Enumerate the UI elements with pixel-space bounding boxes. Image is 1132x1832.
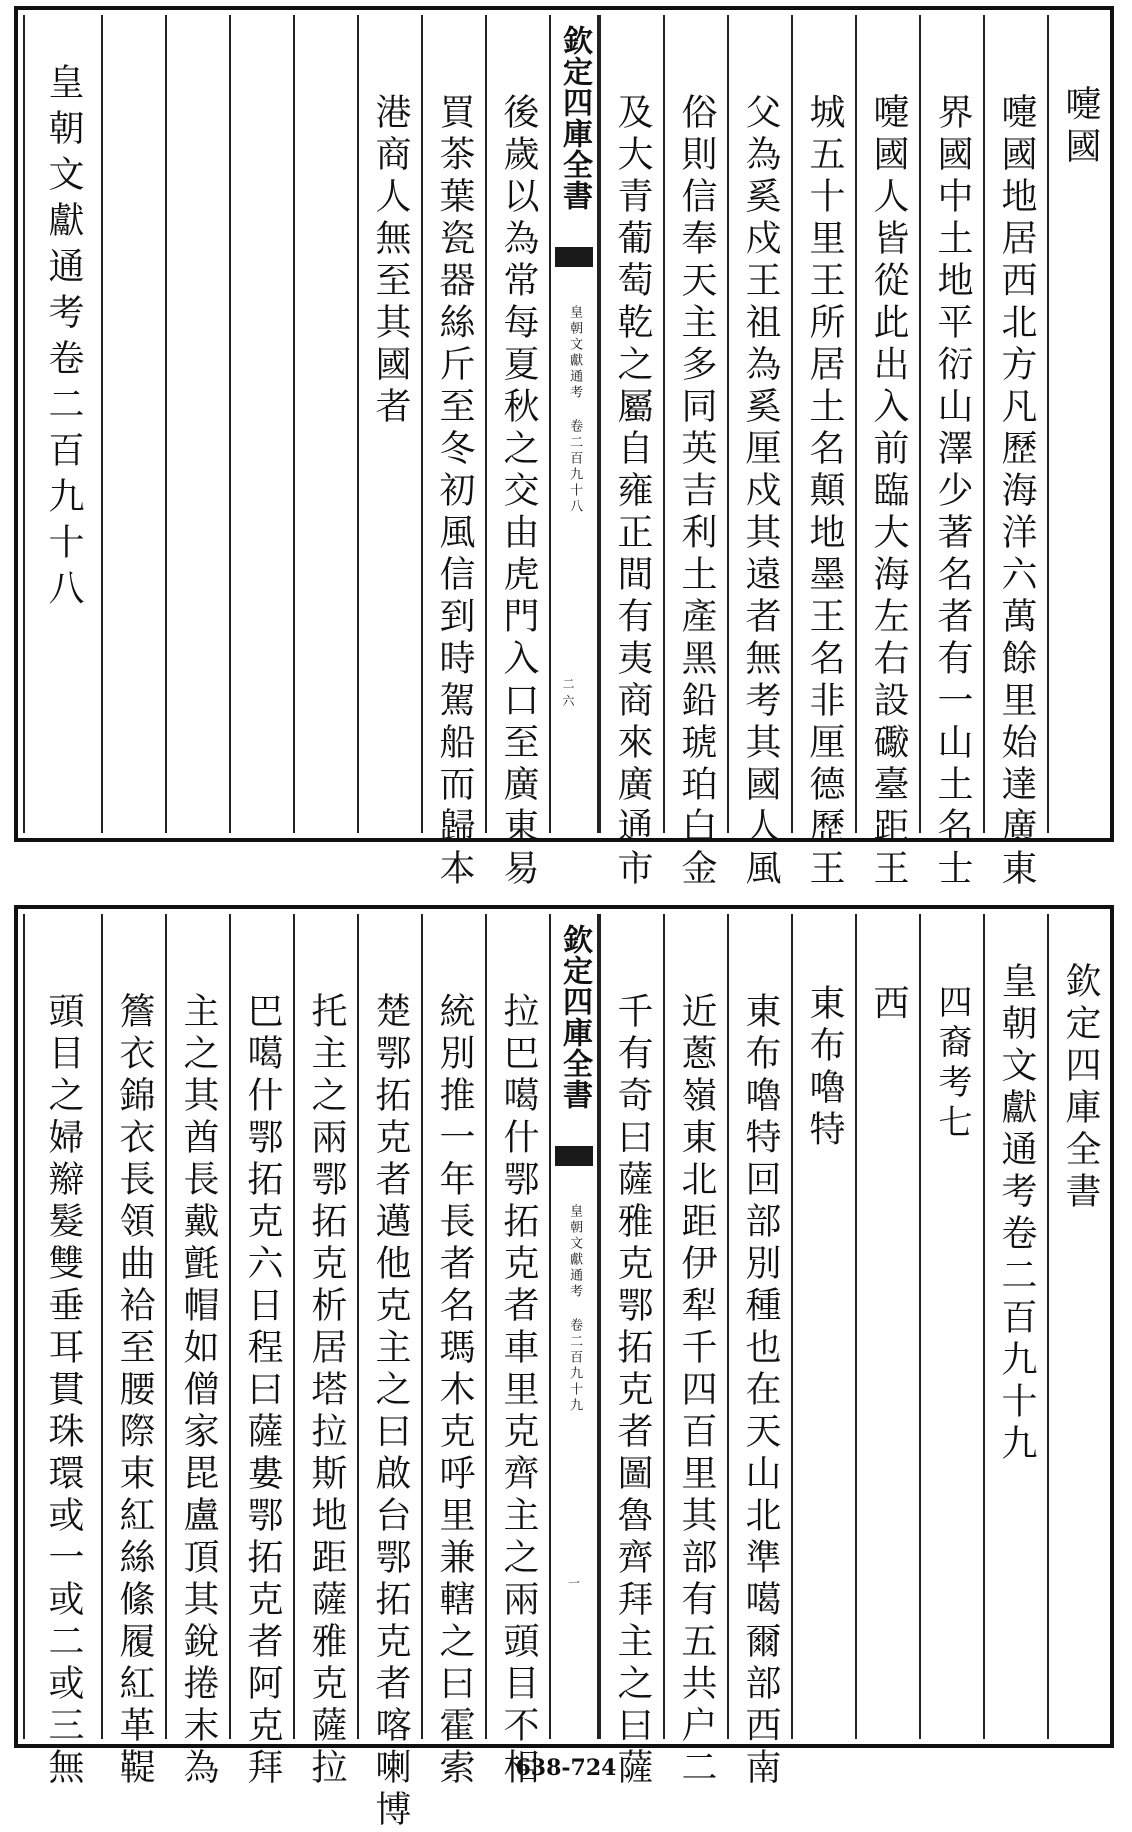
text-column-5 [791,15,855,891]
volume-end-title: 皇朝文獻通考卷二百九十八 [43,63,84,615]
book-title: 欽定四庫全書 [1060,962,1101,1214]
text-column-3 [919,914,983,1739]
column-text: 托主之兩鄂拓克析居塔拉斯地距薩雅克薩拉 [306,992,347,1790]
text-column-16 [23,914,101,1790]
column-text: 買茶葉瓷器絲斤至冬初風信到時駕船而歸本 [434,93,475,891]
text-column-5 [791,914,855,1739]
text-column-4 [855,914,919,1739]
column-text: 嚏國地居西北方凡歷海洋六萬餘里始達廣東 [996,93,1037,891]
column-text: 統別推一年長者名瑪木克呼里兼轄之曰霍索 [434,992,475,1790]
column-text: 巴噶什鄂拓克六日程曰薩婁鄂拓克者阿克拜 [242,992,283,1790]
column-text: 簷衣錦衣長領曲袷至腰際束紅絲絛履紅革鞮 [114,992,155,1790]
column-text: 東布嚕特回部別種也在天山北準噶爾部西南 [740,992,781,1790]
text-column-13 [229,15,293,833]
column-text: 楚鄂拓克者邁他克主之曰啟台鄂拓克者喀喇博 [370,992,411,1832]
text-column-1 [1047,914,1111,1739]
text-column-10 [421,15,485,891]
fold-page-number: 二六 [562,677,575,708]
column-text: 父為奚戍王祖為奚厘戍其遠者無考其國人風 [740,93,781,891]
column-text: 界國中土地平衍山澤少著名者有一山土名士 [932,93,973,891]
text-column-16 [23,15,101,833]
text-column-7 [663,15,727,891]
text-column-3 [919,15,983,891]
fold-margin [549,914,599,1739]
text-column-8 [599,914,663,1790]
fold-margin [549,15,599,833]
text-column-10 [421,914,485,1790]
fish-tail-mark [555,247,593,267]
fish-tail-mark [555,1146,593,1166]
text-column-8 [599,15,663,891]
text-column-9 [485,15,549,891]
column-text: 嚏國 [1060,85,1101,169]
text-column-13 [229,914,293,1790]
text-column-6 [727,15,791,891]
text-column-14 [165,15,229,833]
fold-page-number: 一 [567,1576,581,1590]
text-column-11 [357,15,421,833]
column-text: 近蔥嶺東北距伊犁千四百里其部有五共户二 [676,992,717,1790]
fold-title: 欽定四庫全書 [557,924,592,1110]
text-column-12 [293,15,357,833]
column-text: 嚏國人皆從此出入前臨大海左右設礮臺距王 [868,93,909,891]
text-column-1 [1047,15,1111,833]
column-text: 主之其酋長戴氈帽如僧家毘盧頂其銳捲末為 [178,992,219,1790]
text-column-12 [293,914,357,1790]
column-text: 城五十里王所居土名顛地墨王名非厘德歷王 [804,93,845,891]
column-text: 及大青葡萄乾之屬自雍正間有夷商來廣通市 [612,93,653,891]
text-column-15 [101,15,165,833]
volume-title: 皇朝文獻通考卷二百九十九 [996,962,1037,1466]
text-column-15 [101,914,165,1790]
fold-title: 欽定四庫全書 [557,25,592,211]
entry-heading: 東布嚕特 [804,984,845,1152]
column-text: 港商人無至其國者 [370,93,411,429]
column-text: 頭目之婦辮髮雙垂耳貫珠環或一或二或三無 [43,992,84,1790]
column-text: 俗則信奉天主多同英吉利土產黑鉛琥珀白金 [676,93,717,891]
top-page [14,6,1114,891]
fold-subtitle: 皇朝文獻通考 卷二百九十九 [567,1204,583,1414]
text-column-11 [357,914,421,1832]
column-text: 後歲以為常每夏秋之交由虎門入口至廣東易 [498,93,539,891]
footer-page-label: 638-724 [515,1755,617,1781]
column-text: 千有奇曰薩雅克鄂拓克者圖魯齊拜主之曰薩 [612,992,653,1790]
region-heading: 西 [868,984,909,1026]
text-column-4 [855,15,919,891]
text-column-2 [983,15,1047,891]
text-column-9 [485,914,549,1790]
section-title: 四裔考七 [932,984,972,1144]
column-text: 拉巴噶什鄂拓克者車里克齊主之兩頭目不相 [498,992,539,1790]
text-column-7 [663,914,727,1790]
fold-subtitle: 皇朝文獻通考 卷二百九十八 [567,305,583,515]
text-column-14 [165,914,229,1790]
text-column-2 [983,914,1047,1739]
text-column-6 [727,914,791,1790]
